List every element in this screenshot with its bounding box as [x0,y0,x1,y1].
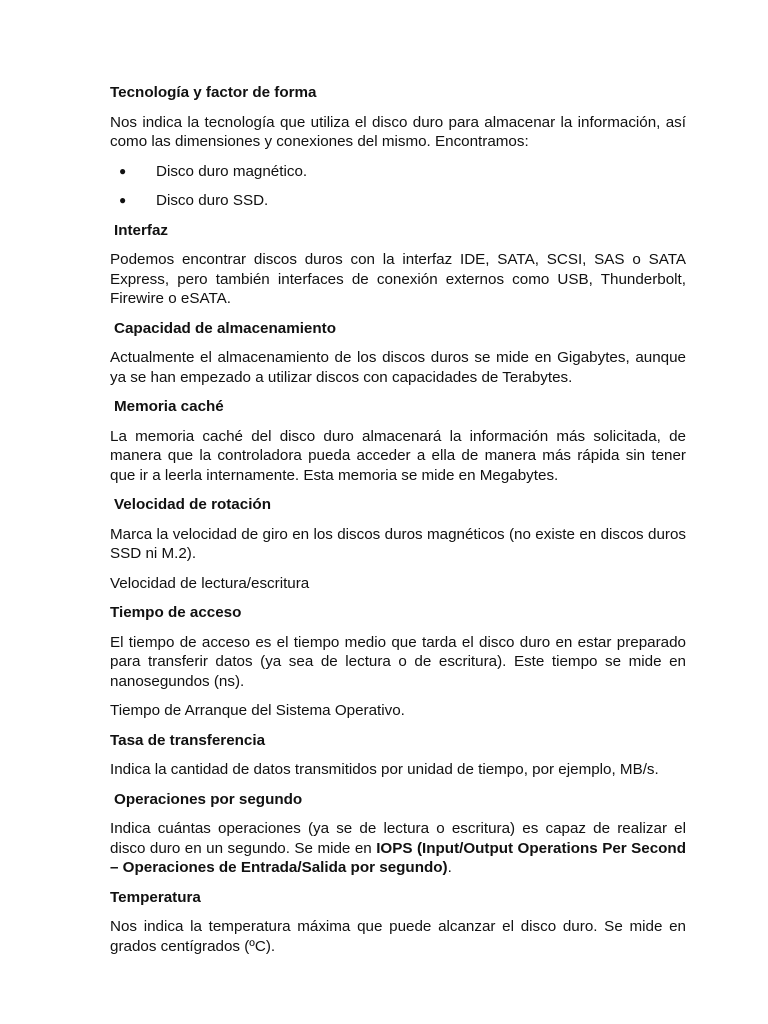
heading-tecnologia: Tecnología y factor de forma [110,84,317,101]
list-item-text: Disco duro SSD. [156,192,269,209]
paragraph-cache: La memoria caché del disco duro almacenará la información más solicitada, de manera que la controladora pueda acceder a ella de manera más rápida sin tener que ir a leerla internamente. Esta memoria se mide en Megabytes. [110,427,686,484]
paragraph-operaciones-text: Indica cuántas operaciones (ya se de lectura o escritura) es capaz de realizar el disco duro en un segundo. Se mide en [110,820,686,857]
paragraph-tecnologia: Nos indica la tecnología que utiliza el disco duro para almacenar la información, así como las dimensiones y conexiones del mismo. Encontramos: [110,113,686,150]
heading-operaciones: Operaciones por segundo [114,790,303,808]
document-page [110,83,686,966]
paragraph-rotacion: Marca la velocidad de giro en los discos duros magnéticos (no existe en discos duros SSD ni M.2). [110,525,686,562]
paragraph-operaciones-end: . [447,859,452,876]
heading-cache: Memoria caché [114,398,224,415]
heading-transferencia: Tasa de transferencia [110,731,266,749]
heading-interfaz: Interfaz [114,221,169,239]
list-item-text: Disco duro magnético. [156,162,308,180]
heading-rotacion: Velocidad de rotación [114,496,271,513]
heading-acceso: Tiempo de acceso [110,604,242,621]
bullet-icon: ● [119,193,127,207]
paragraph-capacidad: Actualmente el almacenamiento de los discos duros se mide en Gigabytes, aunque ya se han empezado a utilizar discos con capacidades de Terabytes. [110,349,686,386]
paragraph-transferencia: Indica la cantidad de datos transmitidos por unidad de tiempo, por ejemplo, MB/s. [110,761,659,778]
paragraph-acceso: El tiempo de acceso es el tiempo medio que tarda el disco duro en estar preparado para transferir datos (ya sea de lectura o de escritura). Este tiempo se mide en nanosegundos (ns). [110,633,686,690]
heading-temperatura: Temperatura [110,888,201,906]
list-item [110,191,686,211]
heading-capacidad: Capacidad de almacenamiento [114,319,336,337]
paragraph-interfaz: Podemos encontrar discos duros con la interfaz IDE, SATA, SCSI, SAS o SATA Express, pero también interfaces de conexión externos como USB, Thunderbolt, Firewire o eSATA. [110,251,686,307]
paragraph-arranque: Tiempo de Arranque del Sistema Operativo. [110,702,405,719]
bullet-icon: ● [119,163,127,178]
paragraph-lectura: Velocidad de lectura/escritura [110,574,310,592]
paragraph-operaciones [110,819,686,878]
iops-definition: IOPS (Input/Output Operations Per Second – Operaciones de Entrada/Salida por segundo) [110,839,686,876]
list-item [110,162,686,182]
bullet-list [110,162,686,211]
paragraph-temperatura: Nos indica la temperatura máxima que puede alcanzar el disco duro. Se mide en grados centígrados (ºC). [110,918,686,955]
